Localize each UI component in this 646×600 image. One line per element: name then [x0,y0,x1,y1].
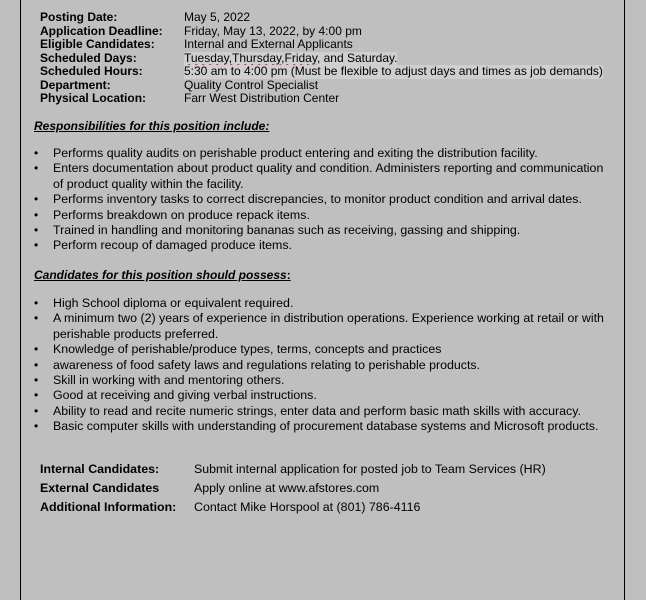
list-item [0,419,646,434]
meta-label: Posting Date: [40,10,118,24]
bullet-icon: • [34,296,39,310]
meta-label: Physical Location: [40,91,147,105]
list-item [0,388,646,403]
list-item-text: A minimum two (2) years of experience in distribution operations. Experience working at retail or with perishable products preferred. [53,311,604,341]
meta-value: May 5, 2022 [184,10,251,24]
candidates-list [0,296,646,435]
bullet-icon: • [34,161,39,176]
list-item-text: Perform recoup of damaged produce items. [53,238,292,253]
info-row-external [40,479,620,498]
list-item-text: Trained in handling and monitoring bananas such as receiving, gassing and shipping. [53,223,521,238]
list-item-text: Performs inventory tasks to correct discrepancies, to monitor product condition and arrival dates. [53,192,582,207]
meta-row-scheduled-hours [40,65,620,79]
bullet-icon: • [34,357,39,372]
spellcheck-flagged-text[interactable]: Tuesday,Thursday,Friday, [184,50,321,65]
list-item [0,238,646,253]
meta-row-eligible-candidates [40,38,620,52]
meta-row-department [40,79,620,93]
list-item-text: Performs quality audits on perishable product entering and exiting the distribution facility. [53,146,538,160]
info-row-internal [40,460,620,479]
responsibilities-list [0,146,646,254]
responsibilities-heading: Responsibilities for this position include: [34,119,270,133]
meta-value: Friday, May 13, 2022, by 4:00 pm [184,23,362,38]
bullet-icon: • [34,207,39,222]
info-row-additional [40,498,620,517]
list-item-text: Skill in working with and mentoring others. [53,373,285,388]
meta-value-rest: and Saturday. [320,50,398,65]
job-metadata [40,11,620,106]
bullet-icon: • [34,373,39,388]
meta-value: Farr West Distribution Center [184,91,340,105]
info-label: Additional Information: [40,500,177,514]
list-item-text: Basic computer skills with understanding of procurement database systems and Microsoft products. [53,419,599,434]
meta-value: Internal and External Applicants [184,37,353,51]
list-item-text: awareness of food safety laws and regulations relating to perishable products. [53,357,481,372]
list-item [0,404,646,419]
bullet-icon: • [34,311,39,326]
meta-row-physical-location [40,92,620,106]
meta-label: Application Deadline: [40,23,163,38]
bullet-icon: • [34,403,39,418]
list-item [0,311,646,342]
bullet-icon: • [34,388,39,403]
info-label: Internal Candidates: [40,462,160,476]
list-item [0,208,646,223]
list-item-text: Ability to read and recite numeric strings, enter data and perform basic math skills with accuracy. [53,403,581,418]
list-item-text: High School diploma or equivalent required. [53,296,294,310]
meta-value-selected[interactable]: 5:30 am to 4:00 pm (Must be flexible to adjust days and times as job demands) [184,64,603,78]
heading-colon: : [286,268,291,282]
application-info [40,460,620,517]
list-item [0,192,646,207]
list-item [0,342,646,357]
list-item-text: Good at receiving and giving verbal instructions. [53,388,317,403]
bullet-icon: • [34,192,39,207]
bullet-icon: • [34,342,39,357]
list-item [0,373,646,388]
info-value: Submit internal application for posted job to Team Services (HR) [194,462,546,476]
meta-row-application-deadline [40,25,620,39]
bullet-icon: • [34,419,39,434]
list-item [0,358,646,373]
meta-label: Scheduled Hours: [40,64,143,78]
info-value: Apply online at www.afstores.com [194,481,380,495]
list-item [0,146,646,161]
meta-value: Quality Control Specialist [184,77,319,92]
meta-label: Scheduled Days: [40,50,137,65]
info-label: External Candidates [40,481,160,495]
candidates-heading-text: Candidates for this position should possess [34,268,287,282]
list-item [0,161,646,192]
meta-label: Eligible Candidates: [40,37,155,51]
candidates-heading [34,268,291,282]
list-item-text: Enters documentation about product quality and condition. Administers reporting and communication of product quality within the facility. [53,161,604,191]
list-item-text: Knowledge of perishable/produce types, terms, concepts and practices [53,342,442,357]
meta-row-posting-date [40,11,620,25]
bullet-icon: • [34,146,39,160]
meta-row-scheduled-days [40,52,620,66]
bullet-icon: • [34,223,39,238]
meta-value-selected[interactable] [184,52,397,66]
list-item [0,296,646,311]
list-item-text: Performs breakdown on produce repack items. [53,207,310,222]
list-item [0,223,646,238]
info-value: Contact Mike Horspool at (801) 786-4116 [194,500,421,514]
meta-label: Department: [40,77,111,92]
bullet-icon: • [34,238,39,253]
